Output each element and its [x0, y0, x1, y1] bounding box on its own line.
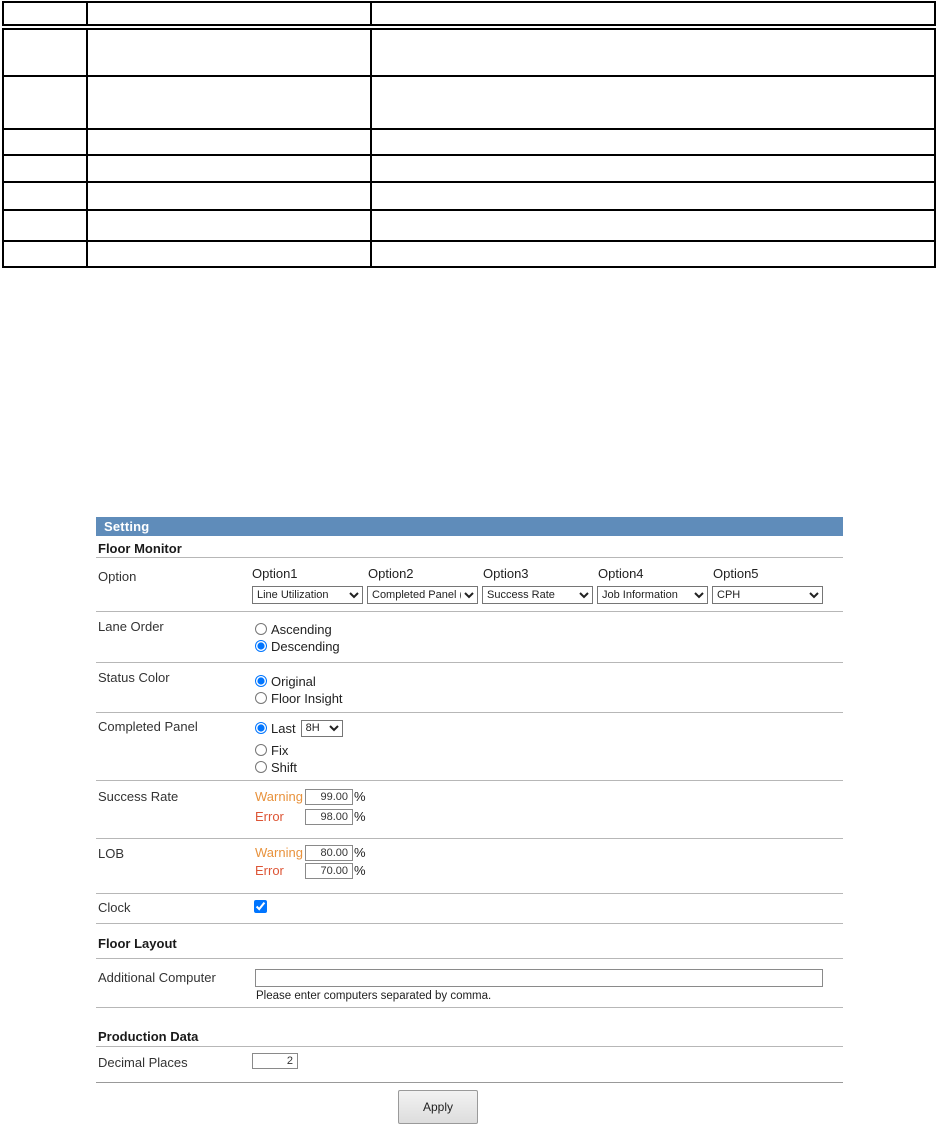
divider [96, 923, 843, 924]
option4-header: Option4 [598, 566, 644, 581]
table-cell [371, 241, 935, 267]
table-cell [87, 182, 371, 210]
table-cell [87, 241, 371, 267]
status-color-label: Status Color [98, 670, 170, 685]
divider [96, 838, 843, 839]
table-cell [3, 27, 87, 76]
table-cell [3, 2, 87, 27]
table-cell [3, 76, 87, 129]
lane-order-label: Lane Order [98, 619, 164, 634]
shift-radio-input[interactable] [255, 761, 267, 773]
lane-order-descending-radio[interactable] [255, 638, 340, 654]
fix-radio-label: Fix [271, 742, 289, 758]
divider [96, 893, 843, 894]
status-color-original-radio[interactable] [255, 673, 316, 689]
additional-computer-hint: Please enter computers separated by comma. [256, 990, 492, 1002]
ascending-radio-label: Ascending [271, 621, 332, 637]
option5-header: Option5 [713, 566, 759, 581]
decimal-places-label: Decimal Places [98, 1055, 188, 1070]
error-label: Error [255, 863, 284, 878]
table-cell [371, 155, 935, 182]
divider [96, 958, 843, 959]
ascending-radio-input[interactable] [255, 623, 267, 635]
divider [96, 780, 843, 781]
completed-panel-shift-radio[interactable] [255, 759, 297, 775]
table-cell [371, 182, 935, 210]
lob-error-row [255, 862, 366, 879]
section-production-data: Production Data [98, 1029, 199, 1044]
decimal-places-input[interactable] [252, 1053, 298, 1069]
table-cell [87, 129, 371, 155]
option-row-label: Option [98, 569, 137, 584]
completed-panel-fix-radio[interactable] [255, 742, 288, 758]
table-cell [371, 27, 935, 76]
percent-sign: % [354, 863, 366, 878]
option1-select[interactable] [252, 586, 363, 604]
lob-warning-row [255, 844, 366, 861]
lane-order-ascending-radio[interactable] [255, 621, 332, 637]
divider [96, 1046, 843, 1047]
table-cell [87, 155, 371, 182]
error-label: Error [255, 809, 284, 824]
panel-title: Setting [96, 517, 843, 536]
table-cell [3, 241, 87, 267]
status-color-floor-insight-radio[interactable] [255, 690, 343, 706]
table-cell [371, 76, 935, 129]
divider [96, 1007, 843, 1008]
warning-label: Warning [255, 789, 303, 804]
option2-header: Option2 [368, 566, 414, 581]
divider [96, 662, 843, 663]
descending-radio-label: Descending [271, 638, 340, 654]
table-cell [3, 155, 87, 182]
option3-header: Option3 [483, 566, 529, 581]
option3-select[interactable] [482, 586, 593, 604]
divider [96, 712, 843, 713]
fix-radio-input[interactable] [255, 744, 267, 756]
additional-computer-label: Additional Computer [98, 970, 216, 985]
success-rate-warning-input[interactable] [305, 789, 353, 805]
completed-panel-label: Completed Panel [98, 719, 198, 734]
divider [96, 1082, 843, 1083]
percent-sign: % [354, 809, 366, 824]
original-radio-input[interactable] [255, 675, 267, 687]
percent-sign: % [354, 789, 366, 804]
floor-insight-radio-label: Floor Insight [271, 690, 343, 706]
descending-radio-input[interactable] [255, 640, 267, 652]
lob-label: LOB [98, 846, 125, 861]
table-cell [87, 27, 371, 76]
section-floor-monitor: Floor Monitor [98, 541, 182, 556]
table-cell [3, 210, 87, 241]
setting-panel [96, 517, 843, 1127]
clock-checkbox[interactable] [254, 900, 267, 913]
last-radio-label: Last [271, 720, 296, 736]
warning-label: Warning [255, 845, 303, 860]
percent-sign: % [354, 845, 366, 860]
shift-radio-label: Shift [271, 759, 298, 775]
table-cell [87, 76, 371, 129]
additional-computer-input[interactable] [255, 969, 823, 987]
table-cell [371, 210, 935, 241]
table-cell [371, 2, 935, 27]
section-floor-layout: Floor Layout [98, 936, 177, 951]
apply-button[interactable]: Apply [398, 1090, 478, 1124]
table-cell [87, 2, 371, 27]
table-cell [3, 129, 87, 155]
floor-insight-radio-input[interactable] [255, 692, 267, 704]
option2-select[interactable] [367, 586, 478, 604]
divider [96, 611, 843, 612]
success-rate-error-row [255, 808, 366, 825]
last-period-select[interactable] [301, 720, 343, 737]
original-radio-label: Original [271, 673, 316, 689]
success-rate-warning-row [255, 788, 366, 805]
success-rate-label: Success Rate [98, 789, 179, 804]
lob-warning-input[interactable] [305, 845, 353, 861]
completed-panel-last-radio[interactable] [255, 720, 343, 736]
option4-select[interactable] [597, 586, 708, 604]
divider [96, 557, 843, 558]
lob-error-input[interactable] [305, 863, 353, 879]
clock-label: Clock [98, 900, 131, 915]
option1-header: Option1 [252, 566, 298, 581]
last-radio-input[interactable] [255, 722, 267, 734]
option5-select[interactable] [712, 586, 823, 604]
success-rate-error-input[interactable] [305, 809, 353, 825]
table-cell [87, 210, 371, 241]
reference-table [2, 1, 936, 268]
table-cell [3, 182, 87, 210]
table-cell [371, 129, 935, 155]
